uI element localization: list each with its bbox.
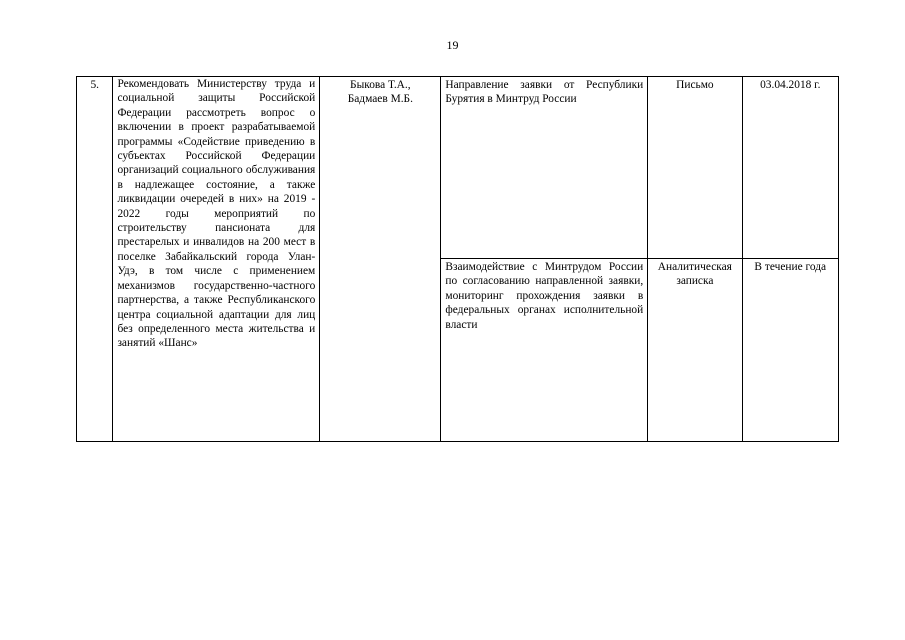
page-number: 19 bbox=[446, 38, 459, 52]
stage-description: Направление заявки от Республики Бурятия в Минтруд России bbox=[441, 77, 648, 259]
stage-deadline: 03.04.2018 г. bbox=[742, 77, 838, 259]
stage-deadline: В течение года bbox=[742, 259, 838, 442]
row-number: 5. bbox=[77, 77, 113, 442]
stage-report-form: Письмо bbox=[648, 77, 742, 259]
responsible-persons bbox=[320, 77, 441, 442]
responsible-person: Бадмаев М.Б. bbox=[347, 93, 413, 106]
measure-description: Рекомендовать Министерству труда и социальной защиты Российской Федерации рассмотреть вопрос о включении в проект разрабатываемой программы «Содействие приведению в субъектах Российской Федерации организаций социального обслуживания в надлежащее состояние, а также ликвидации очередей в них» на 2019 - 2022 годы мероприятий по строительству пансионата для престарелых и инвалидов на 200 мест в поселке Забайкальский города Улан-Удэ, в том числе с применением механизмов государственно-частного партнерства, а также Республиканского центра социальной адаптации для лиц без определенного места жительства и занятий «Шанс» bbox=[113, 77, 320, 442]
stage-report-form: Аналитическая записка bbox=[648, 259, 742, 442]
stage-description: Взаимодействие с Минтрудом России по согласованию направленной заявки, мониторинг прохождения заявки в федеральных органах исполнительной власти bbox=[441, 259, 648, 442]
table-row bbox=[77, 77, 839, 259]
action-plan-table bbox=[76, 76, 839, 442]
responsible-person: Быкова Т.А., bbox=[350, 79, 411, 91]
